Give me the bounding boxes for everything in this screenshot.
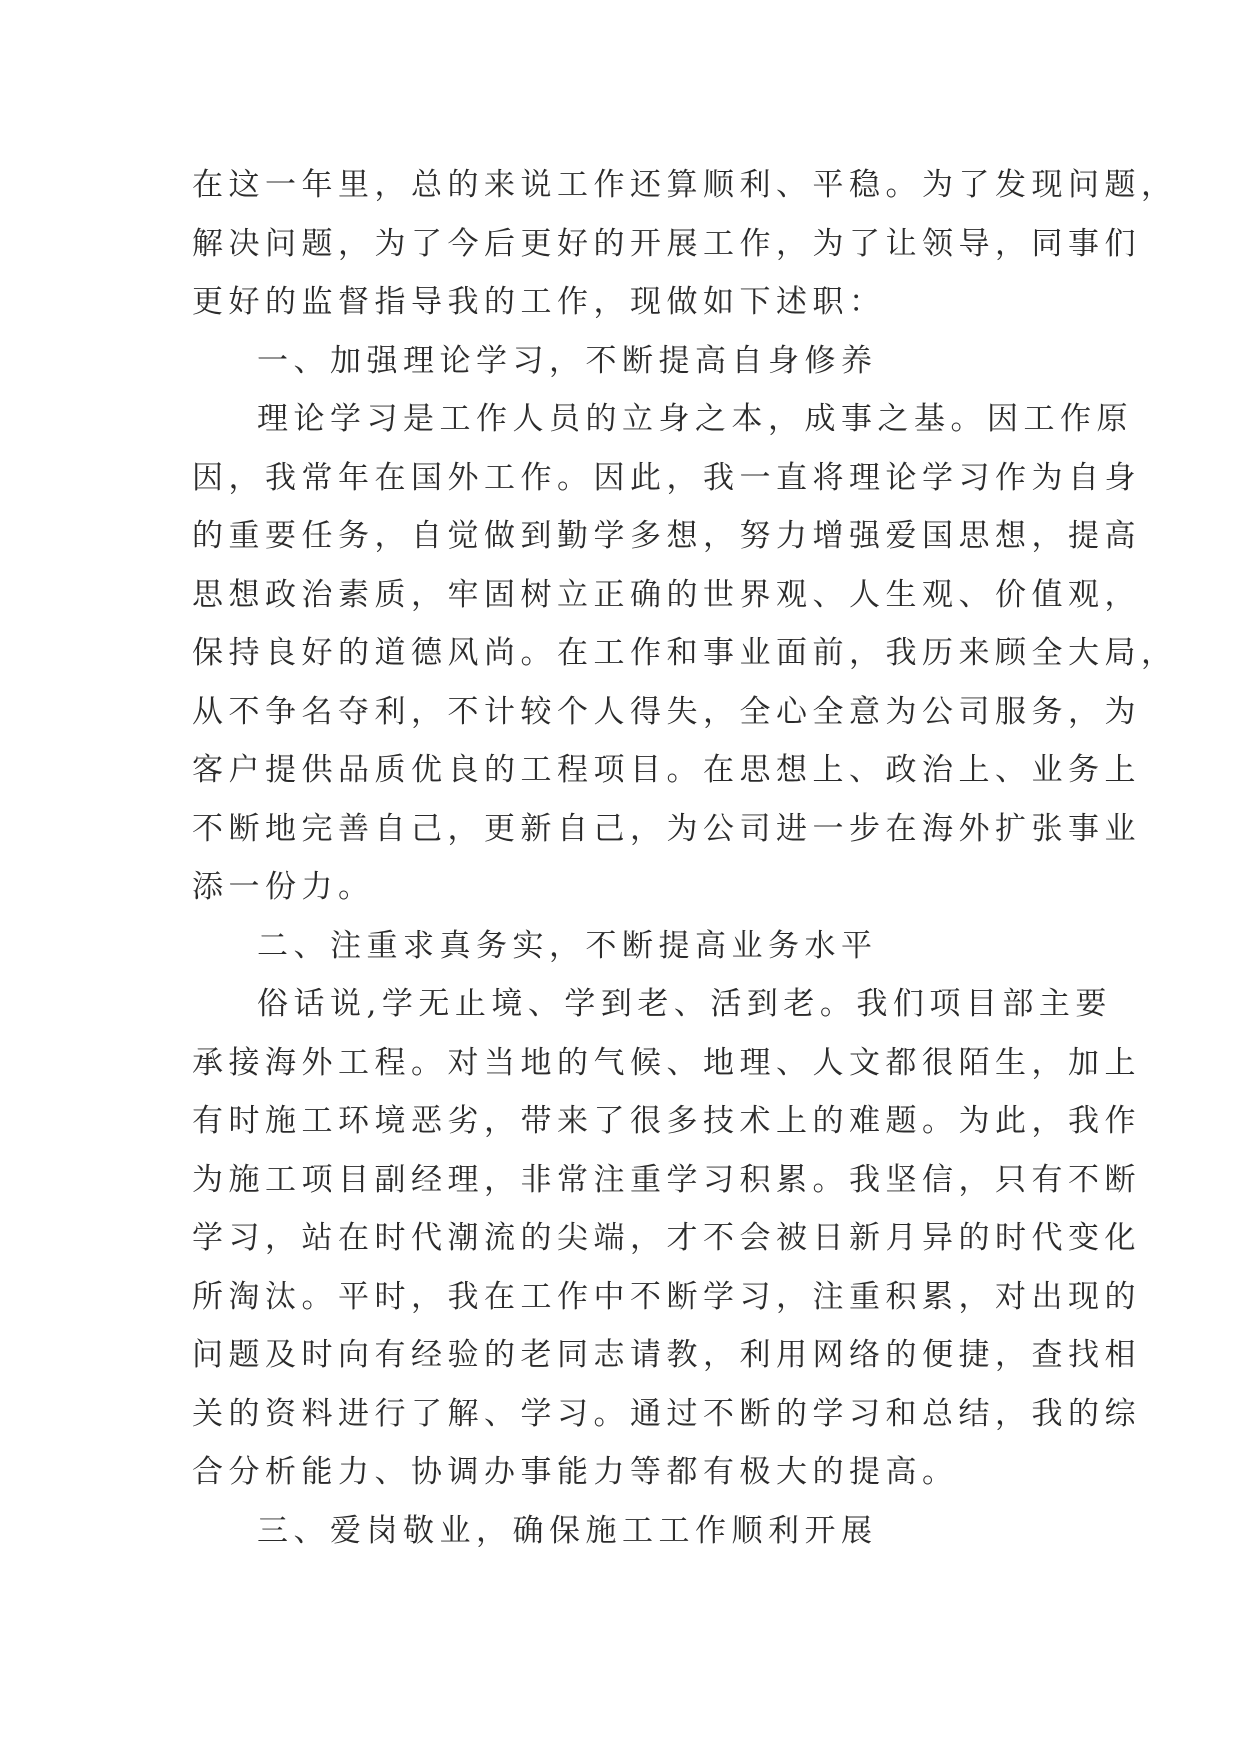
paragraph-line: 添一份力。 <box>192 869 375 905</box>
paragraph-line: 问题及时向有经验的老同志请教，利用网络的便捷，查找相 <box>192 1337 1141 1373</box>
paragraph-line: 俗话说,学无止境、学到老、活到老。我们项目部主要 <box>257 986 1112 1022</box>
paragraph-line: 的重要任务，自觉做到勤学多想，努力增强爱国思想，提高 <box>192 518 1141 554</box>
paragraph-line: 所淘汰。平时，我在工作中不断学习，注重积累，对出现的 <box>192 1278 1141 1315</box>
paragraph-line: 学习，站在时代潮流的尖端，才不会被日新月异的时代变化 <box>192 1220 1141 1256</box>
paragraph-line: 思想政治素质，牢固树立正确的世界观、人生观、价值观， <box>192 576 1141 613</box>
paragraph-line: 理论学习是工作人员的立身之本，成事之基。因工作原 <box>257 401 1133 437</box>
section-heading-2: 二、注重求真务实，不断提高业务水平 <box>257 927 878 964</box>
paragraph-line: 不断地完善自己，更新自己，为公司进一步在海外扩张事业 <box>192 810 1141 847</box>
paragraph-line: 因，我常年在国外工作。因此，我一直将理论学习作为自身 <box>192 459 1141 496</box>
paragraph-line: 从不争名夺利，不计较个人得失，全心全意为公司服务，为 <box>192 693 1141 730</box>
paragraph-line: 更好的监督指导我的工作，现做如下述职： <box>192 284 886 320</box>
section-heading-1: 一、加强理论学习，不断提高自身修养 <box>257 342 878 379</box>
paragraph-line: 承接海外工程。对当地的气候、地理、人文都很陌生，加上 <box>192 1044 1141 1081</box>
paragraph-line: 解决问题，为了今后更好的开展工作，为了让领导，同事们 <box>192 225 1141 262</box>
paragraph-line: 为施工项目副经理，非常注重学习积累。我坚信，只有不断 <box>192 1161 1141 1198</box>
paragraph-line: 保持良好的道德风尚。在工作和事业面前，我历来顾全大局， <box>192 635 1178 671</box>
paragraph-line: 在这一年里，总的来说工作还算顺利、平稳。为了发现问题， <box>192 167 1178 203</box>
section-heading-3: 三、爱岗敬业，确保施工工作顺利开展 <box>257 1512 878 1549</box>
paragraph-line: 有时施工环境恶劣，带来了很多技术上的难题。为此，我作 <box>192 1103 1141 1139</box>
paragraph-line: 合分析能力、协调办事能力等都有极大的提高。 <box>192 1454 959 1490</box>
paragraph-line: 客户提供品质优良的工程项目。在思想上、政治上、业务上 <box>192 752 1141 788</box>
document-body <box>192 156 1178 1560</box>
paragraph-line: 关的资料进行了解、学习。通过不断的学习和总结，我的综 <box>192 1395 1141 1432</box>
